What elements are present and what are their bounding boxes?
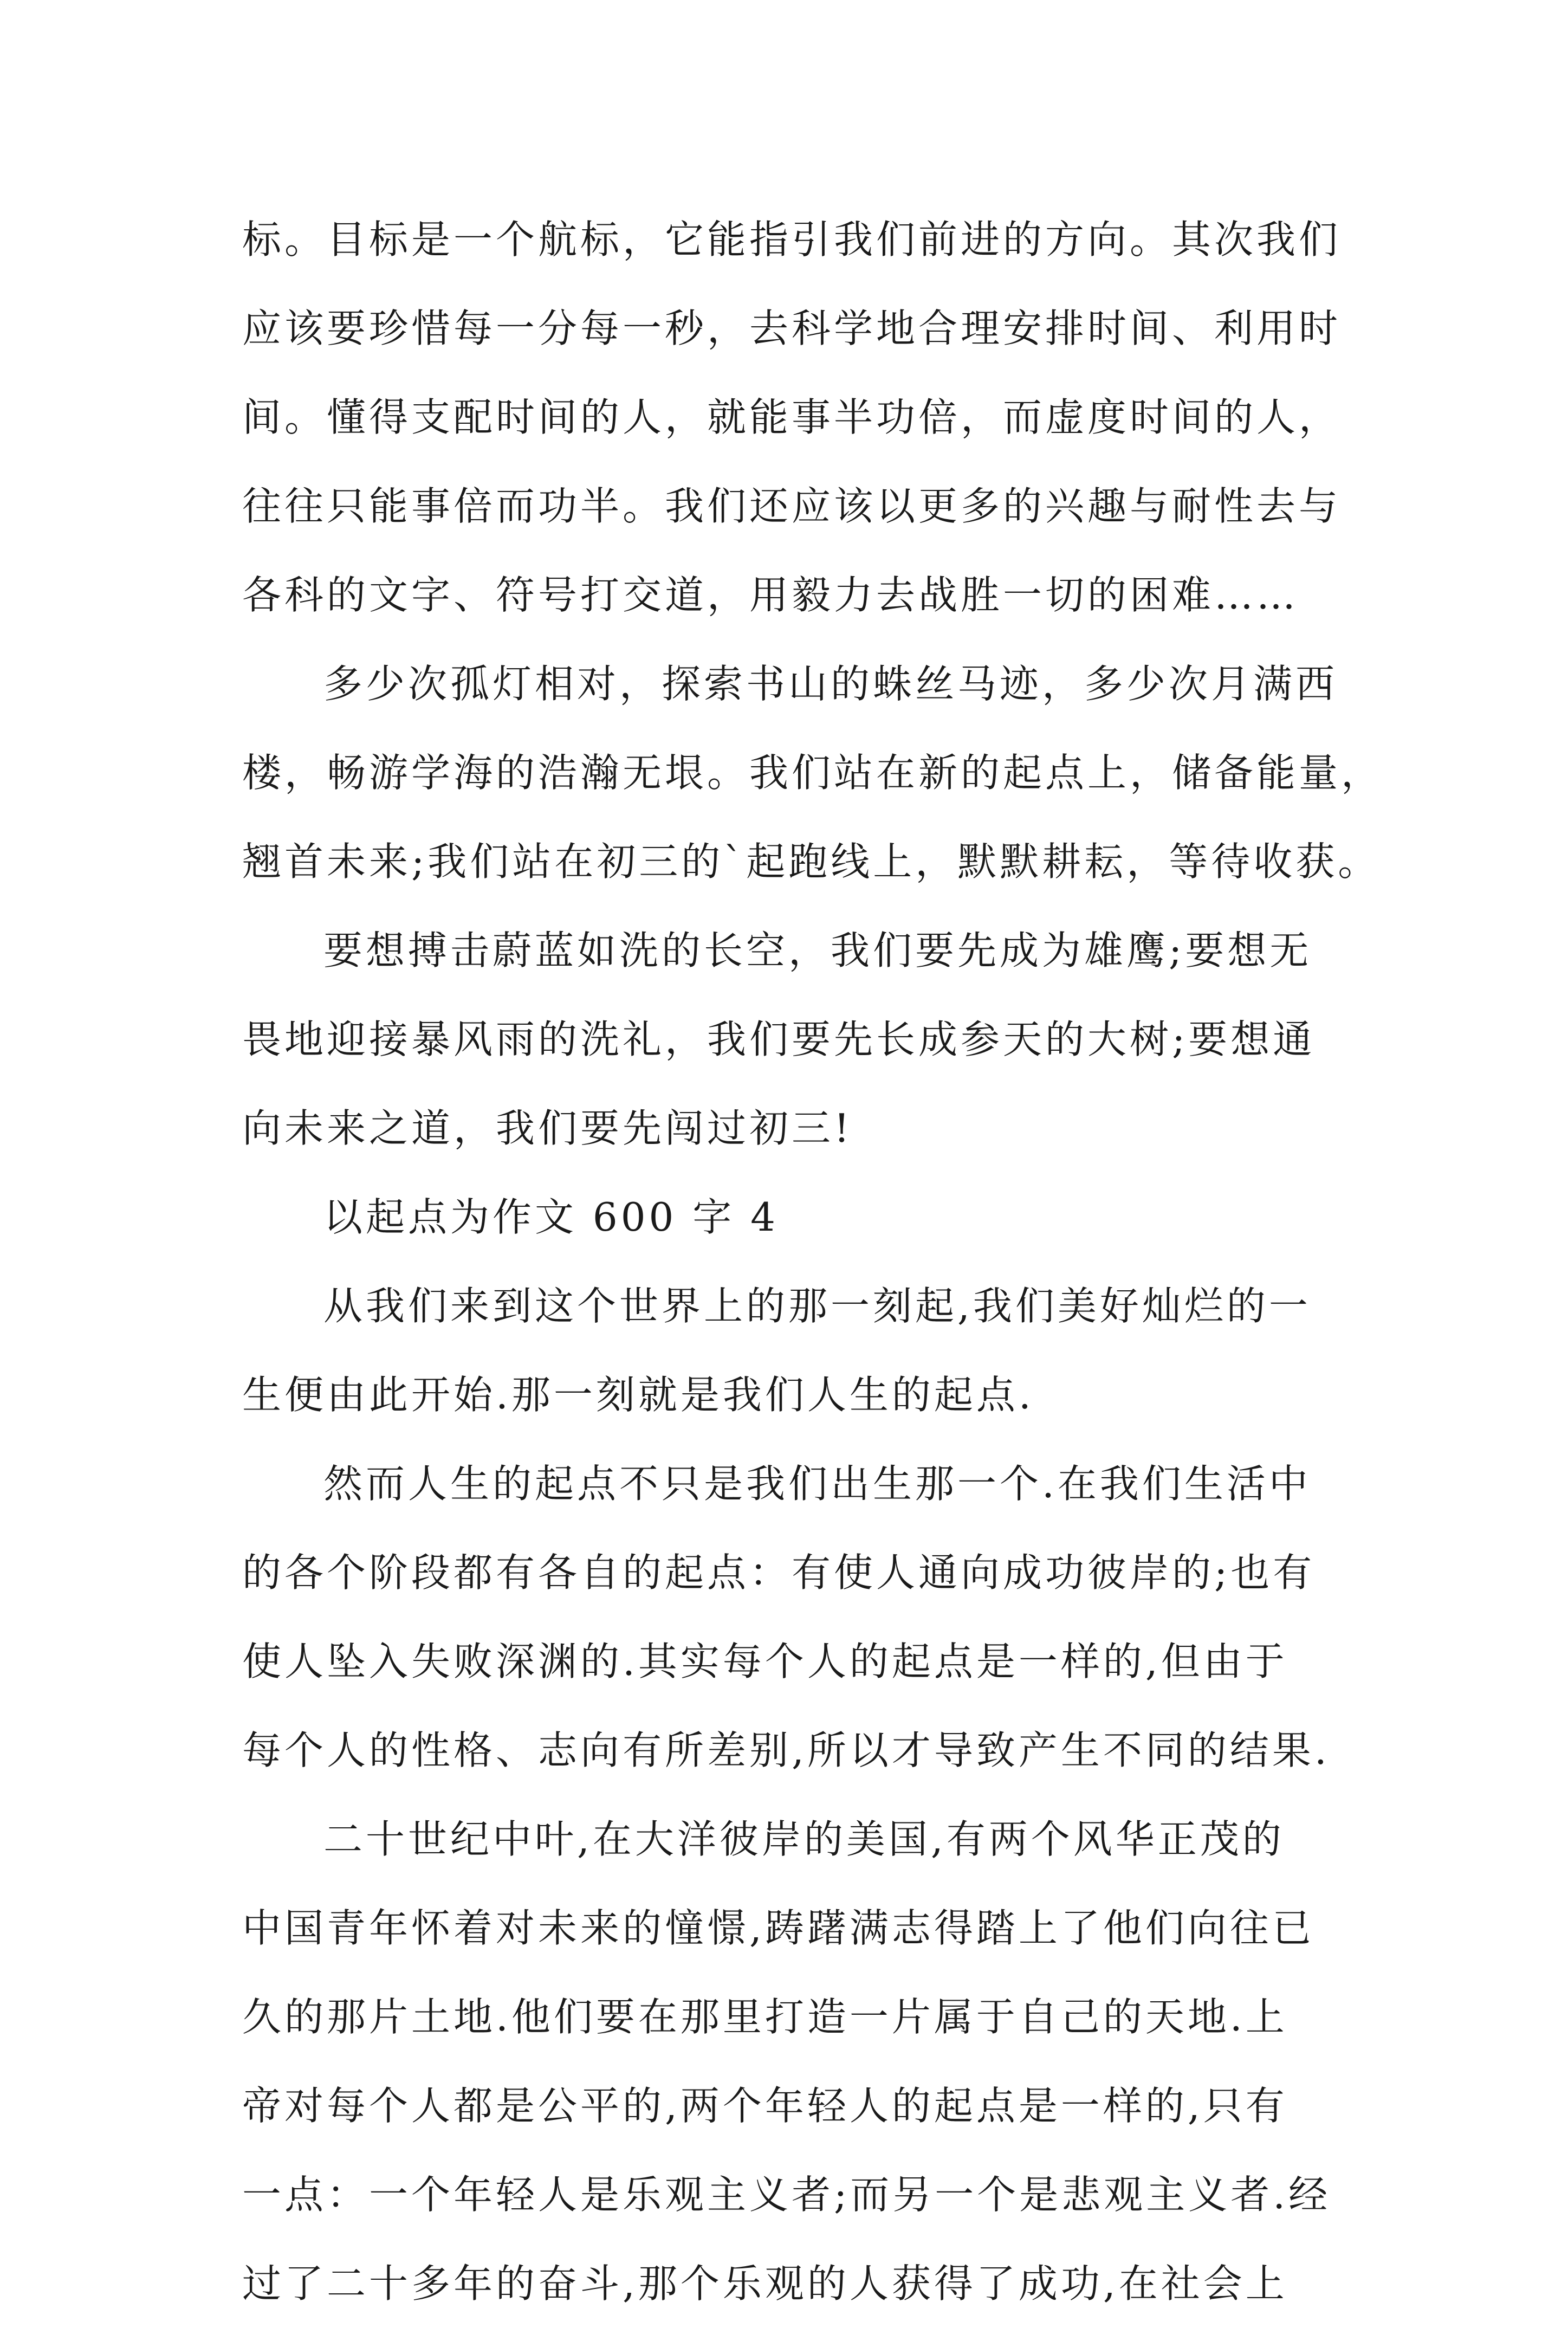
- text-line: 中国青年怀着对未来的憧憬,踌躇满志得踏上了他们向往已: [242, 1905, 1314, 1951]
- document-body: [242, 195, 1384, 2328]
- text-line: 帝对每个人都是公平的,两个年轻人的起点是一样的,只有: [242, 2083, 1288, 2129]
- text-line: 多少次孤灯相对，探索书山的蛛丝马迹，多少次月满西: [323, 661, 1338, 707]
- text-line: 楼，畅游学海的浩瀚无垠。我们站在新的起点上，储备能量，: [242, 750, 1384, 796]
- text-line: 使人坠入失败深渊的.其实每个人的起点是一样的,但由于: [242, 1639, 1288, 1684]
- text-line: 各科的文字、符号打交道，用毅力去战胜一切的困难……: [242, 572, 1299, 618]
- text-line: 然而人生的起点不只是我们出生那一个.在我们生活中: [323, 1461, 1311, 1506]
- text-line: 的各个阶段都有各自的起点：有使人通向成功彼岸的;也有: [242, 1550, 1316, 1595]
- text-line: 以起点为作文 600 字 4: [323, 1194, 779, 1240]
- text-line: 畏地迎接暴风雨的洗礼，我们要先长成参天的大树;要想通: [242, 1017, 1316, 1062]
- text-line: 一点：一个年轻人是乐观主义者;而另一个是悲观主义者.经: [242, 2172, 1331, 2217]
- text-line: 久的那片土地.他们要在那里打造一片属于自己的天地.上: [242, 1994, 1288, 2040]
- text-line: 从我们来到这个世界上的那一刻起,我们美好灿烂的一: [323, 1283, 1311, 1329]
- text-line: 过了二十多年的奋斗,那个乐观的人获得了成功,在社会上: [242, 2261, 1288, 2306]
- text-line: 翘首未来;我们站在初三的`起跑线上，默默耕耘，等待收获。: [242, 839, 1381, 884]
- text-line: 每个人的性格、志向有所差别,所以才导致产生不同的结果.: [242, 1728, 1330, 1773]
- text-line: 要想搏击蔚蓝如洗的长空，我们要先成为雄鹰;要想无: [323, 928, 1312, 973]
- text-line: 向未来之道，我们要先闯过初三!: [242, 1105, 853, 1151]
- text-line: 生便由此开始.那一刻就是我们人生的起点.: [242, 1372, 1034, 1418]
- text-line: 往往只能事倍而功半。我们还应该以更多的兴趣与耐性去与: [242, 483, 1342, 529]
- text-line: 应该要珍惜每一分每一秒，去科学地合理安排时间、利用时: [242, 306, 1342, 351]
- text-line: 间。懂得支配时间的人，就能事半功倍，而虚度时间的人，: [242, 395, 1342, 440]
- text-line: 标。目标是一个航标，它能指引我们前进的方向。其次我们: [242, 217, 1342, 262]
- text-line: 二十世纪中叶,在大洋彼岸的美国,有两个风华正茂的: [323, 1816, 1285, 1862]
